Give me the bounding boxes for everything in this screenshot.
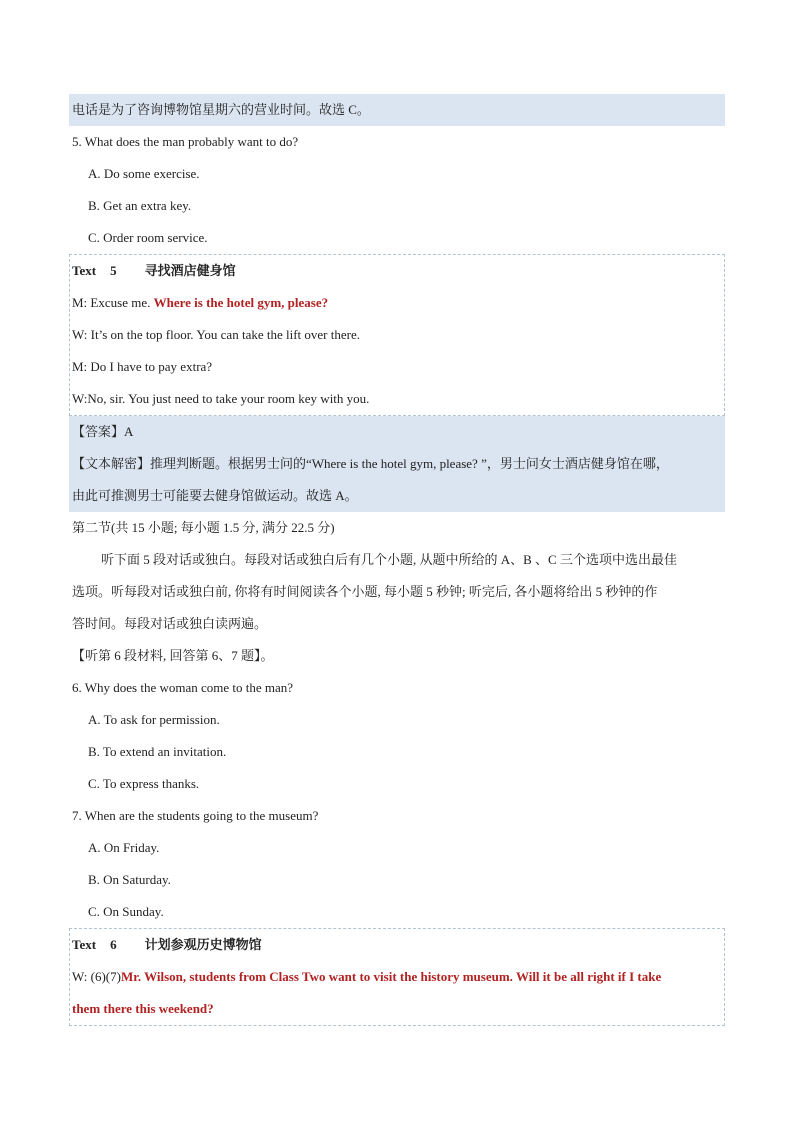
key-sentence: them there this weekend?: [72, 1001, 214, 1016]
instructions-line-2: 选项。听每段对话或独白前, 你将有时间阅读各个小题, 每小题 5 秒钟; 听完后, 各小题将给出 5 秒钟的作: [72, 584, 658, 599]
text-number: 6: [110, 937, 117, 952]
key-sentence: Where is the hotel gym, please?: [153, 295, 329, 310]
material-6-note: 【听第 6 段材料, 回答第 6、7 题】。: [72, 648, 274, 663]
explanation-5-line-2: 由此可推测男士可能要去健身馆做运动。故选 A。: [69, 480, 725, 512]
explanation-5-line-1: 【文本解密】推理判断题。根据男士问的“Where is the hotel gym, please? ”，男士问女士酒店健身馆在哪，: [69, 448, 725, 480]
question-5-option-a: A. Do some exercise.: [88, 166, 200, 181]
question-7-option-c: C. On Sunday.: [88, 904, 164, 919]
transcript-line: W: It’s on the top floor. You can take the lift over there.: [72, 327, 360, 342]
section-2-title: 第二节(共 15 小题; 每小题 1.5 分, 满分 22.5 分): [72, 520, 335, 535]
answer-5: 【答案】A: [69, 416, 725, 448]
transcript-line: [70, 961, 724, 993]
question-7-stem: 7. When are the students going to the museum?: [72, 808, 319, 823]
question-5-option-c: C. Order room service.: [88, 230, 208, 245]
text-label: Text: [72, 263, 97, 278]
text-label: Text: [72, 937, 97, 952]
explanation-continued: 电话是为了咨询博物馆星期六的营业时间。故选 C。: [69, 94, 725, 126]
text-title: 计划参观历史博物馆: [144, 937, 262, 952]
text-6-transcript-box: [69, 928, 725, 1026]
instructions-line-3: 答时间。每段对话或独白读两遍。: [72, 616, 268, 631]
question-5-stem: 5. What does the man probably want to do?: [72, 134, 299, 149]
document-page: [69, 94, 725, 1026]
question-6-option-a: A. To ask for permission.: [88, 712, 220, 727]
question-6-stem: 6. Why does the woman come to the man?: [72, 680, 294, 695]
text-5-transcript-box: [69, 254, 725, 416]
text-number: 5: [110, 263, 117, 278]
question-5-option-b: B. Get an extra key.: [88, 198, 192, 213]
question-6-option-c: C. To express thanks.: [88, 776, 200, 791]
speaker-text: W: (6)(7): [72, 969, 121, 984]
question-6-option-b: B. To extend an invitation.: [88, 744, 227, 759]
transcript-line: M: Do I have to pay extra?: [72, 359, 213, 374]
text-5-heading: [70, 255, 724, 287]
transcript-line: W:No, sir. You just need to take your room key with you.: [72, 391, 370, 406]
transcript-line-continued: [70, 993, 724, 1025]
speaker-text: M: Excuse me.: [72, 295, 154, 310]
transcript-line: [70, 287, 724, 319]
text-6-heading: [70, 929, 724, 961]
instructions-line-1: 听下面 5 段对话或独白。每段对话或独白后有几个小题, 从题中所给的 A、B 、C 三个选项中选出最佳: [101, 552, 677, 567]
question-7-option-b: B. On Saturday.: [88, 872, 171, 887]
question-7-option-a: A. On Friday.: [88, 840, 160, 855]
key-sentence: Mr. Wilson, students from Class Two want to visit the history museum. Will it be all right if I take: [120, 969, 662, 984]
text-title: 寻找酒店健身馆: [144, 263, 236, 278]
